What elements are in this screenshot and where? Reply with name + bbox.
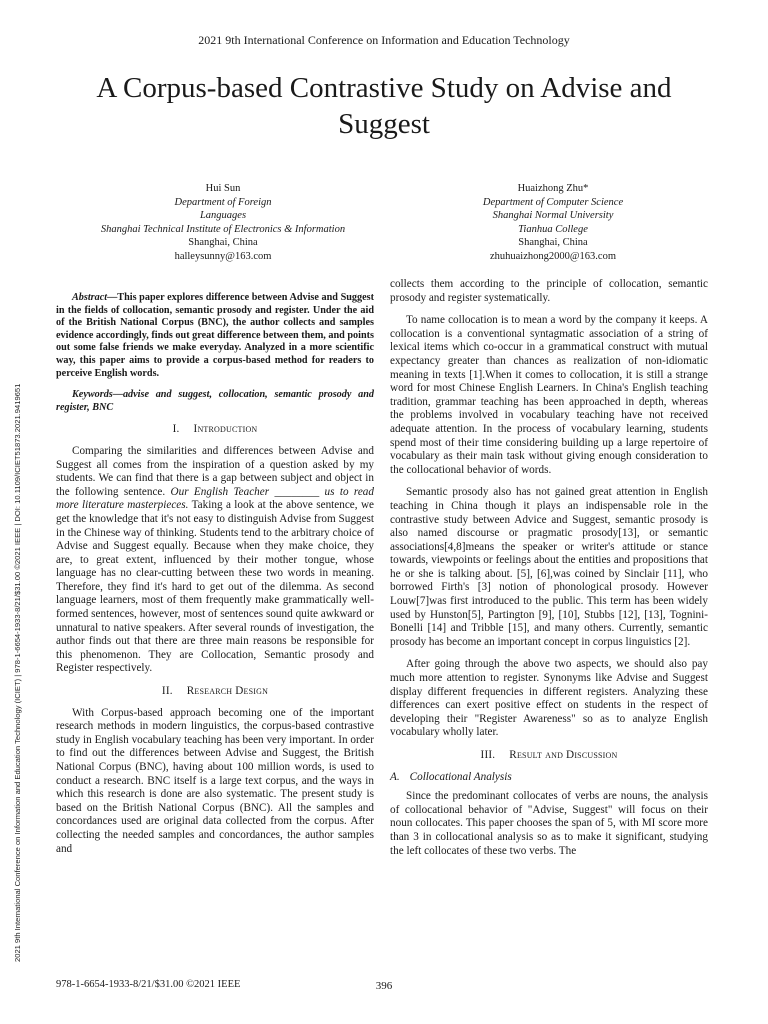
author-block-2	[378, 182, 728, 263]
section-number: II.	[161, 685, 173, 698]
subsection-title: Collocational Analysis	[409, 770, 512, 783]
paragraph: collects them according to the principle of collocation, semantic prosody and register systematically.	[390, 278, 708, 304]
section-heading-introduction	[56, 423, 374, 437]
author-institution: Tianhua College	[518, 223, 588, 235]
subsection-number: A.	[390, 770, 400, 783]
section-number: III.	[480, 749, 496, 761]
author-email: halleysunny@163.com	[174, 250, 272, 262]
author-department: Department of Computer Science	[482, 196, 624, 208]
section-title: Introduction	[193, 423, 258, 436]
conference-header: 2021 9th International Conference on Information and Education Technology	[198, 33, 570, 47]
author-institution: Shanghai Technical Institute of Electronics & Information	[100, 223, 346, 235]
author-department: Department of Foreign	[174, 196, 272, 208]
right-column	[390, 278, 708, 867]
paragraph	[56, 445, 374, 676]
section-title: Result and Discussion	[509, 749, 618, 761]
abstract-lead: Abstract	[72, 292, 108, 303]
author-block-1	[48, 182, 398, 263]
author-location: Shanghai, China	[518, 237, 588, 248]
author-email: zhuhuaizhong2000@163.com	[489, 250, 617, 262]
footer-isbn: 978-1-6654-1933-8/21/$31.00 ©2021 IEEE	[56, 979, 241, 990]
author-name: Huaizhong Zhu*	[517, 183, 589, 194]
paragraph: After going through the above two aspects, we should also pay much more attention to register. Synonyms like Advise and Suggest display different frequencies in different registers. Analyzing these differences can exert positive effect on students in the respect of developing their "Register Awareness" so as to analyze English vocabulary wholly later.	[390, 658, 708, 739]
doi-sidebar: 2021 9th International Conference on Information and Education Technology (ICIET) | 978-1-6654-1933-8/21/$31.00 ©2021 IEEE | DOI: 10.1109/ICIET51873.2021.9419651	[13, 383, 22, 962]
paragraph: To name collocation is to mean a word by the company it keeps. A collocation is a conventional syntagmatic association of a string of lexical items which co-occur in a grammatical construct with mutual expectancy greater than chances as realization of non-idiomatic meaning in texts [1].When it comes to collocation, it is still a strange word for most Chinese English Learners. In China's English teaching tradition, grammar teaching has been approached in depth, whereas the problems involved in vocabulary teaching have not received adequate attention. In the process of vocabulary learning, students spend most of their time considering building up a large repertoire of vocabulary as their main task without giving enough consideration to the collocational behavior of words.	[390, 314, 708, 476]
section-title: Research Design	[186, 685, 269, 698]
section-heading-results	[390, 749, 708, 763]
paragraph-text: Comparing the similarities and differences between Advise and Suggest all comes from the inspiration of a question asked by my students. We can find that there is a gap between subject and object in the following sentence.	[56, 444, 374, 498]
paper-title: A Corpus-based Contrastive Study on Advise and Suggest	[96, 72, 672, 140]
author-department: Languages	[199, 210, 247, 221]
author-name: Hui Sun	[205, 183, 241, 194]
left-column	[56, 292, 374, 865]
abstract-text: —This paper explores difference between Advise and Suggest in the fields of collocation, semantic prosody and register. Under the aid of the British National Corpus (BNC), the author collects and samples evidence accordingly, finds out great difference between them, and points out some false friends we make everyday. Analyzed in a more scientific way, this paper aims to provide a corpus-based method for readers to perceive English words.	[56, 292, 374, 379]
paragraph: Since the predominant collocates of verbs are nouns, the analysis of collocational behavior of "Advise, Suggest" will focus on their noun collocates. This paper chooses the span of 5, with MI score more than 3 in collocational analysis so as to make it significant, studying the left collocates of these two verbs. The	[390, 790, 708, 857]
abstract	[56, 292, 374, 380]
author-institution: Shanghai Normal University	[492, 210, 614, 221]
paragraph-text: Taking a look at the above sentence, we get the knowledge that it's not easy to distinguish Advise from Suggest in the Chinese way of thinking. Students tend to the arbitrary choice of Advise and Suggest equally. Because when they make choice, they are, to great extent, influenced by their mother tongue, whose language has no clear-cutting between these two words in meaning. Therefore, they find it's hard to get out of the dilemma. As second language learners, most of them frequently make grammatically well-formed sentences, however, most of sentences sound quite awkward or unnatural to native speakers. After several rounds of investigation, the author finds out that there are three main reasons be responsible for this phenomenon. They are Collocation, Semantic prosody and Register respectively.	[56, 499, 375, 675]
example-sentence: Our English Teacher ________ us to read more literature masterpieces.	[56, 485, 374, 512]
section-number: I.	[172, 423, 180, 436]
page-number: 396	[375, 980, 393, 992]
paragraph: Semantic prosody also has not gained great attention in English teaching in China though it plays an indispensable role in the contrastive study between Advice and Suggest, semantic prosody is also named discourse or pragmatic prosody[13], or semantic associations[4,8]means the speaker or writer's attitude or stance towards, viewpoints or feelings about the entities and propositions that he or she is talking about. [5], [6],was coined by Sinclair [11], who borrowed Firth's [3] notion of phonological prosody. However Louw[7]was first introduced to the public. This term has been widely used by Hunston[5], Partington [9], [10], Stubbs [12], [13], Tognini-Bonelli [14] and Tribble [15], and many others. Currently, semantic prosody has become an important concept in corpus linguistics [2].	[390, 486, 708, 648]
keywords: Keywords—advise and suggest, collocation, semantic prosody and register, BNC	[56, 389, 374, 413]
section-heading-research-design	[56, 685, 374, 699]
subsection-heading	[390, 771, 708, 785]
paragraph: With Corpus-based approach becoming one of the important research methods in modern linguistics, the corpus-based contrastive study in English vocabulary teaching has been very important. In order to find out the differences between Advise and Suggest, the British National Corpus (BNC), having about 100 million words, is used to conduct a research. BNC itself is a large text corpus, and the ways in which this research is done are also systematic. The present study is based on the British National Corpus (BNC). All the samples and concordances used are original data collected from the corpus. After collecting the needed samples and concordances, the author samples and	[56, 706, 374, 855]
author-location: Shanghai, China	[188, 237, 258, 248]
